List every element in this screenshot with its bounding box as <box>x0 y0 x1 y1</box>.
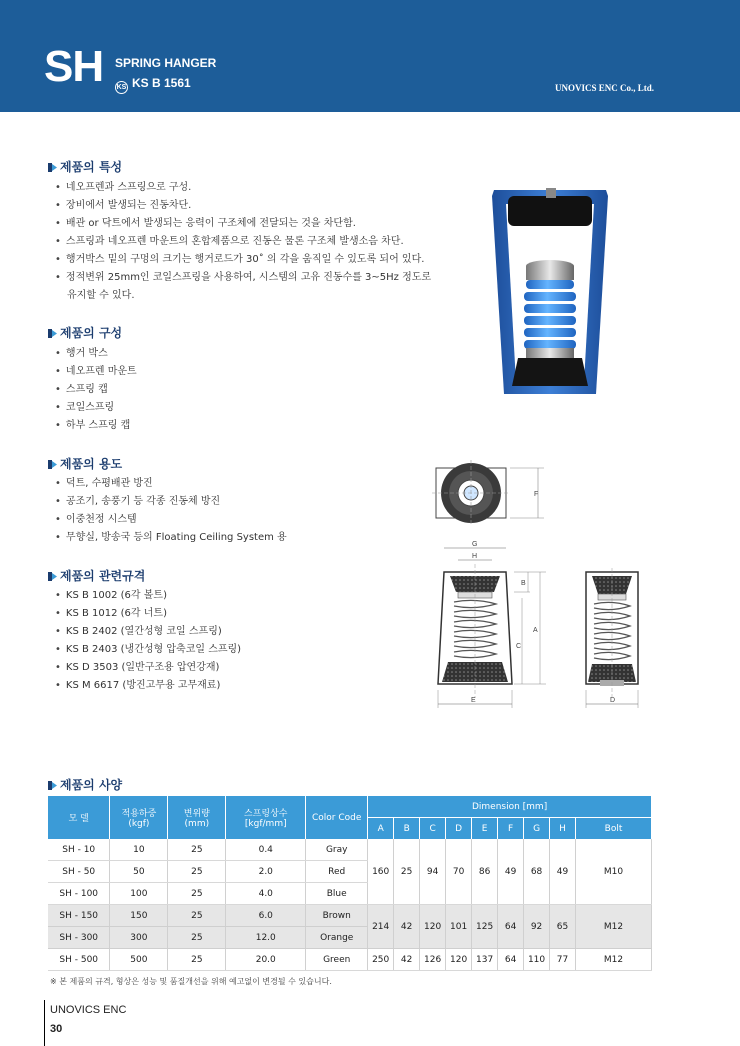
section-title-composition: 제품의 구성 <box>48 324 122 341</box>
list-item: • KS B 2402 (열간성형 코일 스프링) <box>55 623 241 641</box>
ks-standard <box>115 76 191 94</box>
list-item: • 덕트, 수평배관 방진 <box>55 475 287 493</box>
dim-label-b: B <box>521 580 526 587</box>
col-header-bolt: Bolt <box>576 818 652 840</box>
dim-label-a: A <box>533 627 538 634</box>
list-item: • 스프링과 네오프렌 마운트의 혼합제품으로 진동은 물론 구조체 발생소음 차단. <box>55 233 431 251</box>
list-item: • KS B 1002 (6각 볼트) <box>55 587 241 605</box>
list-item: • KS B 2403 (냉간성형 압축코일 스프링) <box>55 641 241 659</box>
col-header-dim-a: A <box>368 818 394 840</box>
ks-mark-icon: KS <box>115 81 128 94</box>
list-item: • 스프링 캡 <box>55 381 137 399</box>
list-item: • 네오프렌과 스프링으로 구성. <box>55 179 431 197</box>
list-item: • 하부 스프링 캡 <box>55 417 137 435</box>
table-row: SH - 500 500 25 20.0 Green 250 42 126 120 137 64 110 77 M12 <box>48 949 652 971</box>
product-title: SPRING HANGER <box>115 56 217 70</box>
list-item: • 코일스프링 <box>55 399 137 417</box>
composition-list <box>55 345 137 435</box>
col-header-dim-g: G <box>524 818 550 840</box>
col-header-dim-h: H <box>550 818 576 840</box>
col-header-load: 적용하중 (kgf) <box>110 796 168 839</box>
header-banner <box>0 0 740 112</box>
dim-label-g: G <box>472 541 478 548</box>
spec-note: ※ 본 제품의 규격, 형상은 성능 및 품질개선을 위해 예고없이 변경될 수 있습니다. <box>50 977 332 986</box>
spring-hanger-photo <box>486 182 614 398</box>
page-number: 30 <box>50 1023 63 1035</box>
dim-label-e: E <box>471 697 476 704</box>
list-item: • 장비에서 발생되는 진동차단. <box>55 197 431 215</box>
table-row: SH - 50 50 25 2.0 Red <box>48 861 652 883</box>
dim-label-c: C <box>516 643 522 650</box>
col-header-deflection: 변위량 (mm) <box>168 796 226 839</box>
dim-label-h: H <box>472 553 478 560</box>
list-item: • 배관 or 닥트에서 발생되는 응력이 구조체에 전달되는 것을 차단함. <box>55 215 431 233</box>
list-item: • KS B 1012 (6각 너트) <box>55 605 241 623</box>
list-item: • 행거박스 밑의 구멍의 크기는 행거로드가 30˚ 의 각을 움직일 수 있도록 되어 있다. <box>55 251 431 269</box>
usage-list <box>55 475 287 547</box>
section-bullet-icon <box>48 781 57 790</box>
standards-list <box>55 587 241 695</box>
dim-label-d: D <box>610 697 616 704</box>
col-header-color: Color Code <box>306 796 368 839</box>
col-header-model: 모 델 <box>48 796 110 839</box>
section-bullet-icon <box>48 163 57 172</box>
dim-label-f: F <box>534 491 539 498</box>
section-bullet-icon <box>48 329 57 338</box>
list-item: • 네오프렌 마운트 <box>55 363 137 381</box>
product-code: SH <box>44 42 104 91</box>
col-header-dim-c: C <box>420 818 446 840</box>
list-item: • 정적변위 25mm인 코일스프링을 사용하여, 시스템의 고유 진동수를 3~5Hz 정도로 <box>55 269 431 287</box>
list-item: • 무향실, 방송국 등의 Floating Ceiling System 용 <box>55 529 287 547</box>
table-row: SH - 100 100 25 4.0 Blue <box>48 883 652 905</box>
section-title-spec: 제품의 사양 <box>48 776 122 793</box>
top-view-drawing <box>432 458 548 526</box>
footer-divider <box>44 1000 45 1046</box>
list-item: • 공조기, 송풍기 등 각종 진동체 방진 <box>55 493 287 511</box>
features-list <box>55 179 431 305</box>
table-row: SH - 10 10 25 0.4 Gray 160 25 94 70 86 49 68 49 M10 <box>48 839 652 861</box>
section-bullet-icon <box>48 460 57 469</box>
section-title-features: 제품의 특성 <box>48 158 122 175</box>
col-header-dim-d: D <box>446 818 472 840</box>
table-row: SH - 150 150 25 6.0 Brown 214 42 120 101 125 64 92 65 M12 <box>48 905 652 927</box>
side-view-drawing <box>582 568 656 710</box>
list-item: • KS D 3503 (일반구조용 압연강재) <box>55 659 241 677</box>
list-item: • KS M 6617 (방진고무용 고무재료) <box>55 677 241 695</box>
section-title-standards: 제품의 관련규격 <box>48 567 145 584</box>
col-header-dimension: Dimension [mm] <box>368 796 652 818</box>
list-item: • 이중천정 시스템 <box>55 511 287 529</box>
section-title-usage: 제품의 용도 <box>48 455 122 472</box>
spec-table <box>48 796 652 971</box>
ks-standard-label: KS B 1561 <box>132 76 191 90</box>
company-name: UNOVICS ENC Co., Ltd. <box>554 83 654 93</box>
list-item: • 행거 박스 <box>55 345 137 363</box>
list-item: 유지할 수 있다. <box>67 290 135 301</box>
col-header-dim-f: F <box>498 818 524 840</box>
front-view-drawing <box>430 538 552 710</box>
col-header-dim-e: E <box>472 818 498 840</box>
col-header-dim-b: B <box>394 818 420 840</box>
section-bullet-icon <box>48 572 57 581</box>
col-header-spring-rate: 스프링상수 [kgf/mm] <box>226 796 306 839</box>
footer-company: UNOVICS ENC <box>50 1004 127 1016</box>
table-row: SH - 300 300 25 12.0 Orange <box>48 927 652 949</box>
